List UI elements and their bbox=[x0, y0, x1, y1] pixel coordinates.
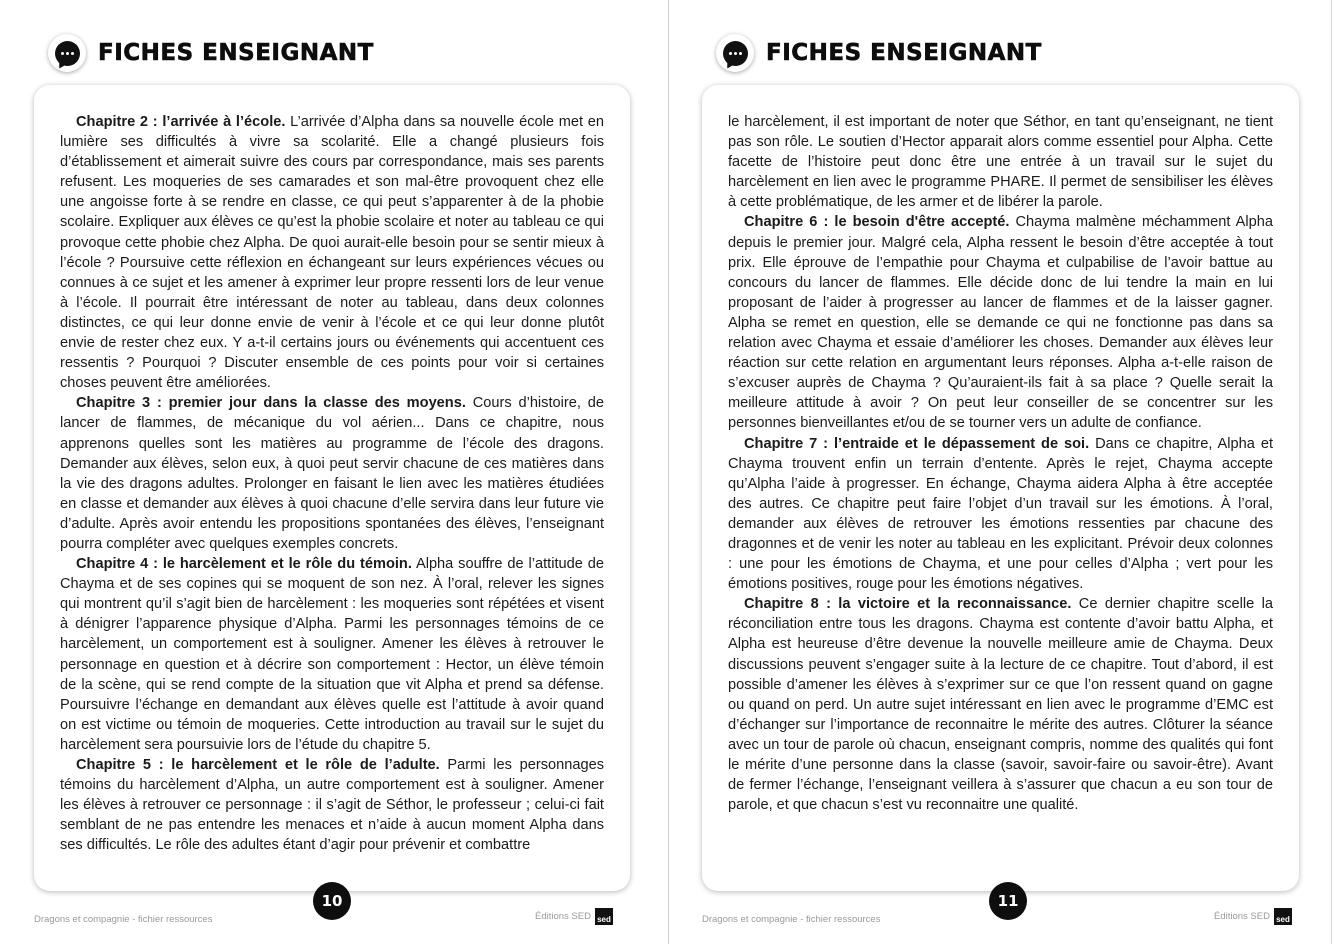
paragraph-chapter-6 bbox=[728, 212, 1273, 433]
footer-publisher bbox=[1214, 908, 1292, 925]
page-title: FICHES ENSEIGNANT bbox=[98, 40, 374, 66]
chapter-body: Chayma malmène méchamment Alpha depuis le premier jour. Malgré cela, Alpha ressent le besoin d’être acceptée à tout prix. Elle éprouve de l’empathie pour Chayma et culpabilise de l’avoir battue au concours du lancer de flammes. Elle décide donc de lui tendre la main en lui proposant de l’aider à progresser au lancer de flammes et de la laisser gagner. Alpha se remet en question, elle se demande ce qui ne fonctionne pas dans sa relation avec Chayma et essaie d’améliorer les choses. Demander aux élèves leur réaction sur cette relation en argumentant leurs réponses. Alpha a-t-elle raison de s’excuser auprès de Chayma ? Qu’auraient-ils fait à sa place ? Quelle serait la meilleure attitude à avoir ? On peut leur conseiller de se concentrer sur les personnes bienveillantes et/ou de se tourner vers un adulte de confiance. bbox=[728, 214, 1273, 432]
paragraph-chapter-5 bbox=[60, 755, 604, 855]
page-number: 11 bbox=[989, 882, 1027, 920]
chapter-body: Alpha souffre de l’attitude de Chayma et de ses copines qui se moquent de son nez. À l’oral, relever les signes qui montrent qu’il s’agit bien de harcèlement : les moqueries sont répétées et visent à dénigrer l’apparence physique d’Alpha. Parmi les personnages témoins de ce harcèlement, un comportement est à souligner. Amener les élèves à retrouver le personnage en question et à décrire son comportement : Hector, un élève témoin de la scène, qui se rend compte de la situation que vit Alpha et prend sa défense. Poursuivre l’échange en demandant aux élèves quelle est l’attitude à avoir quand on est victime ou témoin de moqueries. Cette introduction au travail sur le sujet du harcèlement sera poursuivie lors de l’étude du chapitre 5. bbox=[60, 556, 604, 753]
publisher-name: Éditions SED bbox=[535, 911, 591, 922]
content-card bbox=[34, 85, 630, 891]
footer-book-title: Dragons et compagnie - fichier ressources bbox=[34, 914, 213, 925]
chapter-body: Dans ce chapitre, Alpha et Chayma trouvent enfin un terrain d’entente. Après le rejet, Chayma accepte qu’Alpha l’aide à progresser. En échange, Chayma aidera Alpha à être acceptée des autres. Ce chapitre peut faire l’objet d’un travail sur les émotions. À l’oral, demander aux élèves de retrouver les émotions ressenties par chacune des dragonnes et de venir les noter au tableau en les explicitant. Prévoir deux colonnes : une pour les émotions de Chayma, et une pour celles d’Alpha ; vert pour les émotions positives, rouge pour les émotions négatives. bbox=[728, 435, 1273, 593]
paragraph-chapter-8 bbox=[728, 594, 1273, 815]
chapter-body: Ce dernier chapitre scelle la réconciliation entre tous les dragons. Chayma est contente d’avoir battu Alpha, et Alpha est heureuse d’être devenue la nouvelle meilleure amie de Chayma. Deux discussions peuvent s’engager suite à la lecture de ce chapitre. Tout d’abord, il est possible d’amener les élèves à s’exprimer sur ce que l’on ressent quand on gagne ou quand on perd. Un autre sujet intéressant en lien avec le programme d’EMC est d’échanger sur l’importance de reconnaitre le mérite des autres. Clôturer la séance avec un tour de parole où chacun, enseignant compris, nomme des qualités qui font le mérite d’une personne dans la classe (savoir, savoir-faire ou savoir-être). Avant de fermer l’échange, l’enseignant veillera à s’assurer que chacun a eu son tour de parole, et que chacun s’est vu reconnaitre une qualité. bbox=[728, 596, 1273, 814]
sed-logo-icon: sed bbox=[1274, 908, 1292, 925]
page-header bbox=[48, 32, 374, 74]
speech-bubble-icon bbox=[48, 34, 86, 72]
content-card bbox=[702, 85, 1299, 891]
page-number: 10 bbox=[313, 882, 351, 920]
page-header bbox=[716, 32, 1042, 74]
publisher-name: Éditions SED bbox=[1214, 911, 1270, 922]
chapter-heading: Chapitre 7 : l’entraide et le dépassement de soi. bbox=[744, 435, 1090, 452]
footer-publisher bbox=[535, 908, 613, 925]
paragraph-chapter-3 bbox=[60, 393, 604, 554]
body-text bbox=[728, 112, 1273, 815]
chapter-heading: Chapitre 2 : l’arrivée à l’école. bbox=[76, 114, 286, 130]
chapter-body: Parmi les personnages témoins du harcèlement d’Alpha, un autre comportement est à souligner. Amener les élèves à retrouver ce personnage : il s’agit de Séthor, le professeur ; celui-ci fait semblant de ne pas entendre les menaces et n’aide à aucun moment Alpha dans ses difficultés. Le rôle des adultes étant d’agir pour prévenir et combattre bbox=[60, 757, 604, 854]
sed-logo-icon: sed bbox=[595, 908, 613, 925]
chapter-heading: Chapitre 4 : le harcèlement et le rôle du témoin. bbox=[76, 556, 412, 573]
chapter-heading: Chapitre 6 : le besoin d'être accepté. bbox=[744, 214, 1010, 231]
page-title: FICHES ENSEIGNANT bbox=[766, 40, 1042, 66]
body-text bbox=[60, 112, 604, 855]
chapter-heading: Chapitre 3 : premier jour dans la classe des moyens. bbox=[76, 395, 466, 412]
chapter-heading: Chapitre 5 : le harcèlement et le rôle de l’adulte. bbox=[76, 757, 440, 773]
paragraph-chapter-7 bbox=[728, 434, 1273, 595]
paragraph-continuation: le harcèlement, il est important de noter que Séthor, en tant qu’enseignant, ne tient pas son rôle. Le soutien d’Hector apparait alors comme essentiel pour Alpha. Cette facette de l’histoire peut donc être une entrée à un travail sur le sujet du harcèlement en lien avec le programme PHARE. Il permet de sensibiliser les élèves à cette problématique, de les armer et de libérer la parole. bbox=[728, 114, 1273, 211]
right-page bbox=[668, 0, 1335, 944]
chapter-body: L’arrivée d’Alpha dans sa nouvelle école met en lumière ses difficultés à vivre sa scolarité. Elle a changé plusieurs fois d’établissement et aimerait suivre des cours par correspondance, mais ses parents refusent. Les moqueries de ses camarades et son mal-être provoquent chez elle une angoisse forte à se rendre en classe, ce qui peut s’apparenter à de la phobie scolaire. Expliquer aux élèves ce qu’est la phobie scolaire et noter au tableau ce qui provoque cette phobie chez Alpha. De quoi aurait-elle besoin pour se sentir mieux à l’école ? Poursuive cette réflexion en échangeant sur leurs expériences vécues ou connues à ce sujet et les amener à exprimer leur propre ressenti lors de leur venue à l’école. Il pourrait être intéressant de noter au tableau, dans deux colonnes distinctes, ce qui leur donne envie de venir à l’école et ce qui leur donne plutôt envie de rester chez eux. Y a-t-il certains jours ou événements qui accentuent ces ressentis ? Pourquoi ? Discuter ensemble de ces points pour voir si certaines choses peuvent être améliorées. bbox=[60, 114, 604, 392]
footer-book-title: Dragons et compagnie - fichier ressources bbox=[702, 914, 881, 925]
chapter-body: Cours d’histoire, de lancer de flammes, de mécanique du vol aérien... Dans ce chapitre, nous apprenons quelles sont les matières au programme de l’école des dragons. Demander aux élèves, selon eux, à quoi peut servir chacune de ces matières dans la vie des dragons adultes. Prolonger en faisant le lien avec les matières étudiées en classe et demander aux élèves à quoi chacune d’elle servira dans leur future vie d’adulte. Après avoir entendu les propositions spontanées des élèves, l’enseignant pourra compléter avec quelques exemples concrets. bbox=[60, 395, 604, 552]
chapter-heading: Chapitre 8 : la victoire et la reconnaissance. bbox=[744, 596, 1072, 613]
paragraph-chapter-4 bbox=[60, 554, 604, 755]
speech-bubble-icon bbox=[716, 34, 754, 72]
paragraph-chapter-2 bbox=[60, 112, 604, 393]
